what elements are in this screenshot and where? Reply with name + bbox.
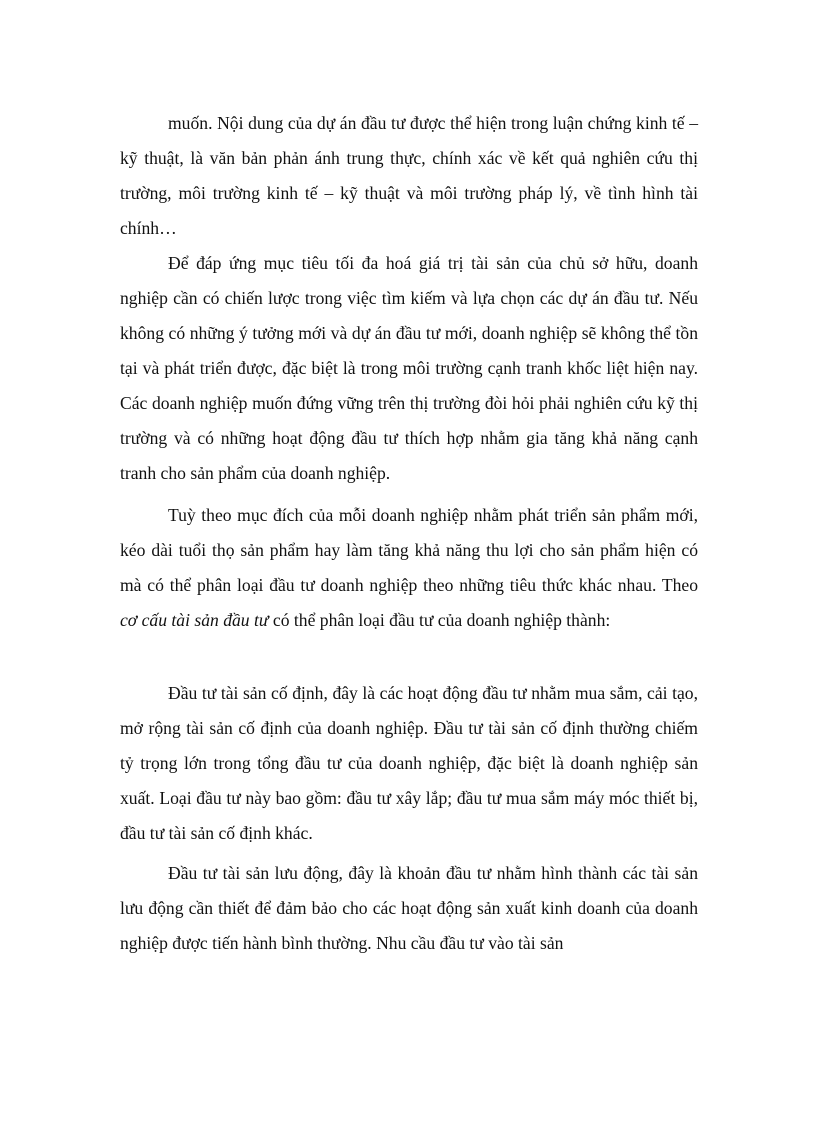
- paragraph-fixed-asset-investment: Đầu tư tài sản cố định, đây là các hoạt động đầu tư nhằm mua sắm, cải tạo, mở rộng tài sản cố định của doanh nghiệp. Đầu tư tài sản cố định thường chiếm tỷ trọng lớn trong tổng đầu tư của doanh nghiệp, đặc biệt là doanh nghiệp sản xuất. Loại đầu tư này bao gồm: đầu tư xây lắp; đầu tư mua sắm máy móc thiết bị, đầu tư tài sản cố định khác.: [120, 683, 698, 843]
- paragraph-current-asset-investment: Đầu tư tài sản lưu động, đây là khoản đầu tư nhằm hình thành các tài sản lưu động cần thiết để đảm bảo cho các hoạt động sản xuất kinh doanh của doanh nghiệp được tiến hành bình thường. Nhu cầu đầu tư vào tài sản: [120, 863, 698, 953]
- asset-structure-term: cơ cấu tài sản đầu tư: [120, 610, 269, 630]
- paragraph-investment-classification: [120, 498, 698, 638]
- paragraph-project-content: muốn. Nội dung của dự án đầu tư được thể hiện trong luận chứng kinh tế – kỹ thuật, là văn bản phản ánh trung thực, chính xác về kết quả nghiên cứu thị trường, môi trường kinh tế – kỹ thuật và môi trường pháp lý, về tình hình tài chính…: [120, 113, 698, 238]
- classification-intro-text: Tuỳ theo mục đích của mỗi doanh nghiệp nhằm phát triển sản phẩm mới, kéo dài tuổi thọ sản phẩm hay làm tăng khả năng thu lợi cho sản phẩm hiện có mà có thể phân loại đầu tư doanh nghiệp theo những tiêu thức khác nhau. Theo: [120, 505, 698, 595]
- classification-outro-text: có thể phân loại đầu tư của doanh nghiệp thành:: [268, 610, 611, 630]
- paragraph-investment-strategy: Để đáp ứng mục tiêu tối đa hoá giá trị tài sản của chủ sở hữu, doanh nghiệp cần có chiến lược trong việc tìm kiếm và lựa chọn các dự án đầu tư. Nếu không có những ý tưởng mới và dự án đầu tư mới, doanh nghiệp sẽ không thể tồn tại và phát triển được, đặc biệt là trong môi trường cạnh tranh khốc liệt hiện nay. Các doanh nghiệp muốn đứng vững trên thị trường đòi hỏi phải nghiên cứu kỹ thị trường và có những hoạt động đầu tư thích hợp nhằm gia tăng khả năng cạnh tranh cho sản phẩm của doanh nghiệp.: [120, 253, 698, 483]
